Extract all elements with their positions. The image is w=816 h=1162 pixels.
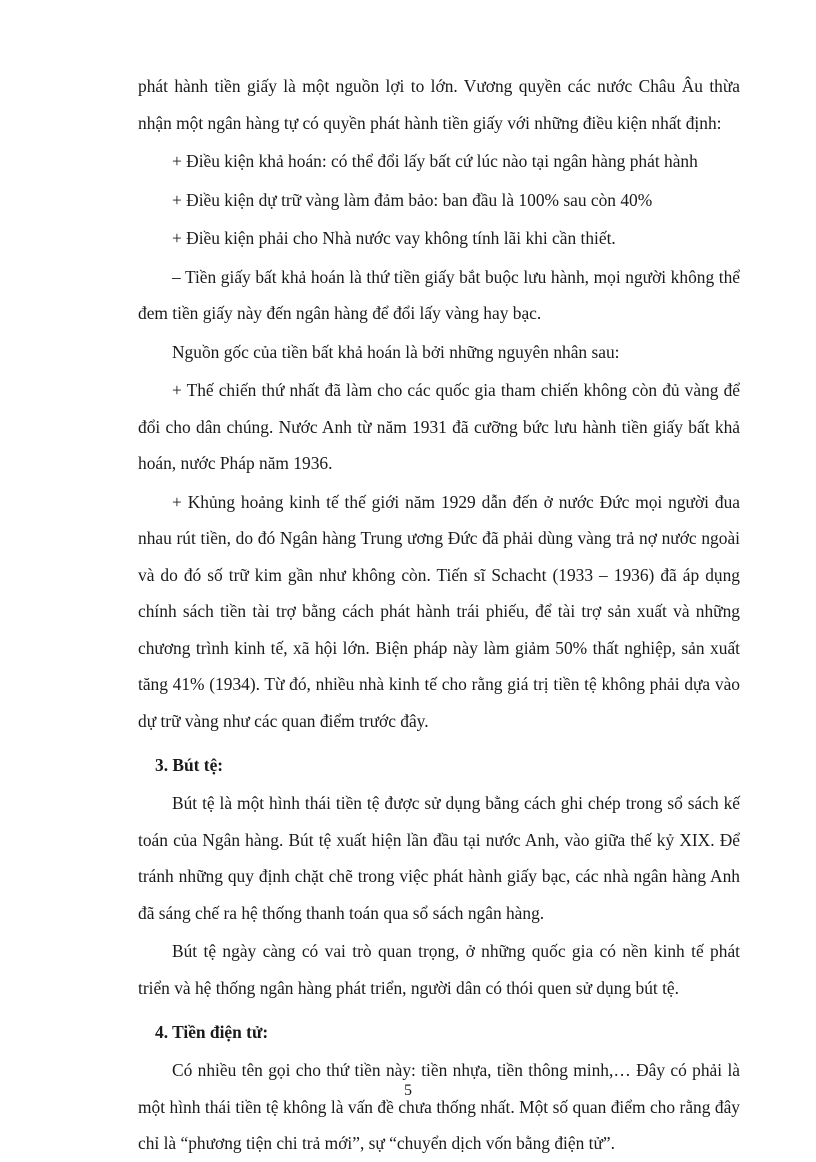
list-item: + Thế chiến thứ nhất đã làm cho các quốc gia tham chiến không còn đủ vàng để đổi cho dân chúng. Nước Anh từ năm 1931 đã cưỡng bức lưu hành tiền giấy bất khả hoán, nước Pháp năm 1936. [138, 380, 740, 473]
section-heading: 4. Tiền điện tử: [155, 1022, 269, 1042]
paragraph: Bút tệ là một hình thái tiền tệ được sử dụng bằng cách ghi chép trong sổ sách kế toán của Ngân hàng. Bút tệ xuất hiện lần đầu tại nước Anh, vào giữa thế kỷ XIX. Để tránh những quy định chặt chẽ trong việc phát hành giấy bạc, các nhà ngân hàng Anh đã sáng chế ra hệ thống thanh toán qua sổ sách ngân hàng. [138, 793, 740, 923]
paragraph: phát hành tiền giấy là một nguồn lợi to lớn. Vương quyền các nước Châu Âu thừa nhận một ngân hàng tự có quyền phát hành tiền giấy với những điều kiện nhất định: [138, 76, 740, 133]
document-page [138, 68, 740, 1162]
paragraph: Nguồn gốc của tiền bất khả hoán là bởi những nguyên nhân sau: [172, 341, 620, 362]
list-item: + Khủng hoảng kinh tế thế giới năm 1929 dẫn đến ở nước Đức mọi người đua nhau rút tiền, do đó Ngân hàng Trung ương Đức đã phải dùng vàng trả nợ nước ngoài và do đó số trữ kim gần như không còn. Tiến sĩ Schacht (1933 – 1936) đã áp dụng chính sách tiền tài trợ bằng cách phát hành trái phiếu, để tài trợ sản xuất và những chương trình kinh tế, xã hội lớn. Biện pháp này làm giảm 50% thất nghiệp, sản xuất tăng 41% (1934). Từ đó, nhiều nhà kinh tế cho rằng giá trị tiền tệ không phải dựa vào dự trữ vàng như các quan điểm trước đây. [138, 491, 740, 731]
list-item: + Điều kiện phải cho Nhà nước vay không tính lãi khi cần thiết. [172, 228, 616, 248]
paragraph: – Tiền giấy bất khả hoán là thứ tiền giấy bắt buộc lưu hành, mọi người không thể đem tiền giấy này đến ngân hàng để đổi lấy vàng hay bạc. [138, 266, 740, 323]
list-item: + Điều kiện khả hoán: có thể đổi lấy bất cứ lúc nào tại ngân hàng phát hành [172, 151, 698, 171]
section-heading: 3. Bút tệ: [155, 755, 224, 775]
list-item: + Điều kiện dự trữ vàng làm đảm bảo: ban đầu là 100% sau còn 40% [172, 189, 653, 210]
paragraph: Có nhiều tên gọi cho thứ tiền này: tiền nhựa, tiền thông minh,… Đây có phải là một hình thái tiền tệ không là vấn đề chưa thống nhất. Một số quan điểm cho rằng đây chỉ là “phương tiện chi trả mới”, sự “chuyển dịch vốn bằng điện tử”. [138, 1060, 740, 1153]
page-number: 5 [404, 1082, 412, 1099]
paragraph: Bút tệ ngày càng có vai trò quan trọng, ở những quốc gia có nền kinh tế phát triển và hệ thống ngân hàng phát triển, người dân có thói quen sử dụng bút tệ. [138, 941, 740, 998]
